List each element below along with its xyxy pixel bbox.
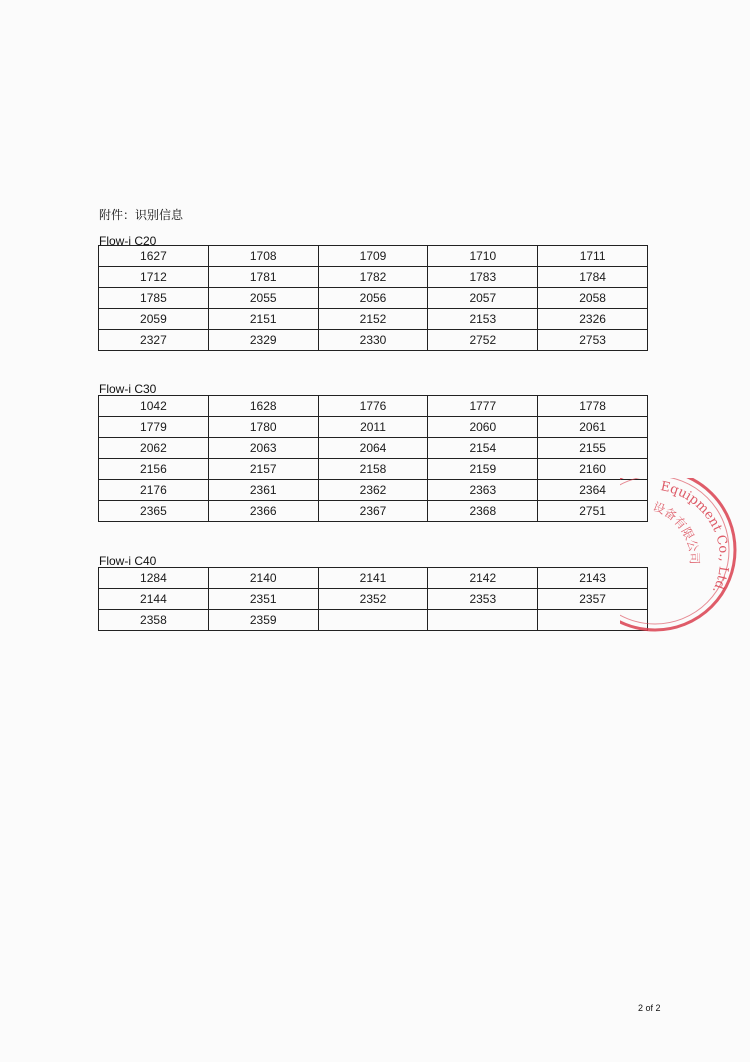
table-row [99, 246, 648, 267]
table-row [99, 438, 648, 459]
table-cell: 1627 [99, 246, 209, 267]
table-cell: 2011 [318, 417, 428, 438]
table-cell: 1785 [99, 288, 209, 309]
table-cell: 1780 [208, 417, 318, 438]
table-cell: 2063 [208, 438, 318, 459]
table-row [99, 417, 648, 438]
section-label-c40: Flow-i C40 [99, 554, 157, 568]
table-row [99, 501, 648, 522]
table-cell: 2151 [208, 309, 318, 330]
table-cell: 1709 [318, 246, 428, 267]
table-cell: 2752 [428, 330, 538, 351]
table-cell: 2352 [318, 589, 428, 610]
table-cell: 2140 [208, 568, 318, 589]
table-cell: 1783 [428, 267, 538, 288]
table-cell: 1782 [318, 267, 428, 288]
table-cell: 2056 [318, 288, 428, 309]
table-row [99, 309, 648, 330]
table-cell: 2353 [428, 589, 538, 610]
table-cell: 2058 [538, 288, 648, 309]
table-cell: 2358 [99, 610, 209, 631]
table-cell: 2330 [318, 330, 428, 351]
table-row [99, 396, 648, 417]
table-cell: 2751 [538, 501, 648, 522]
table-cell: 1628 [208, 396, 318, 417]
table-cell: 2357 [538, 589, 648, 610]
page-number: 2 of 2 [638, 1003, 661, 1013]
company-seal-stamp [620, 478, 750, 638]
table-cell: 2153 [428, 309, 538, 330]
table-cell: 2367 [318, 501, 428, 522]
table-cell: 2362 [318, 480, 428, 501]
table-row [99, 330, 648, 351]
table-cell: 2361 [208, 480, 318, 501]
section-label-c30: Flow-i C30 [99, 382, 157, 396]
table-cell: 1711 [538, 246, 648, 267]
table-cell: 2365 [99, 501, 209, 522]
table-cell [428, 610, 538, 631]
table-cell: 2144 [99, 589, 209, 610]
table-cell: 2059 [99, 309, 209, 330]
table-cell: 2359 [208, 610, 318, 631]
table-cell: 1712 [99, 267, 209, 288]
table-cell: 2057 [428, 288, 538, 309]
table-cell: 2060 [428, 417, 538, 438]
table-cell: 1777 [428, 396, 538, 417]
table-cell: 2351 [208, 589, 318, 610]
table-cell: 1781 [208, 267, 318, 288]
table-cell: 2143 [538, 568, 648, 589]
attachment-heading: 附件：识别信息 [99, 208, 184, 222]
svg-text:Equipment Co., Ltd.: Equipment Co., Ltd. [659, 479, 732, 596]
table-cell: 2159 [428, 459, 538, 480]
table-row [99, 480, 648, 501]
id-table-c30 [98, 395, 648, 522]
table-row [99, 568, 648, 589]
table-cell: 2156 [99, 459, 209, 480]
table-cell: 1708 [208, 246, 318, 267]
table-cell: 1776 [318, 396, 428, 417]
table-cell: 2152 [318, 309, 428, 330]
table-cell: 2160 [538, 459, 648, 480]
svg-text:设备有限公司: 设备有限公司 [650, 499, 702, 565]
table-row [99, 288, 648, 309]
table-cell: 2329 [208, 330, 318, 351]
id-table-c20 [98, 245, 648, 351]
table-cell: 2368 [428, 501, 538, 522]
table-cell: 2158 [318, 459, 428, 480]
id-table-c40 [98, 567, 648, 631]
table-cell [318, 610, 428, 631]
table-cell: 1284 [99, 568, 209, 589]
table-cell: 2055 [208, 288, 318, 309]
seal-icon [620, 478, 750, 638]
table-cell: 2753 [538, 330, 648, 351]
table-cell: 2064 [318, 438, 428, 459]
table-cell: 2176 [99, 480, 209, 501]
table-cell: 2154 [428, 438, 538, 459]
table-row [99, 267, 648, 288]
table-cell: 1784 [538, 267, 648, 288]
table-cell: 2157 [208, 459, 318, 480]
table-cell: 2326 [538, 309, 648, 330]
table-cell: 2142 [428, 568, 538, 589]
table-cell: 2062 [99, 438, 209, 459]
table-cell: 2155 [538, 438, 648, 459]
table-cell: 2141 [318, 568, 428, 589]
table-row [99, 589, 648, 610]
table-cell: 2364 [538, 480, 648, 501]
table-cell: 2327 [99, 330, 209, 351]
table-cell: 1710 [428, 246, 538, 267]
table-cell: 1779 [99, 417, 209, 438]
table-row [99, 459, 648, 480]
table-cell: 1778 [538, 396, 648, 417]
table-cell: 1042 [99, 396, 209, 417]
table-cell: 2366 [208, 501, 318, 522]
table-cell: 2363 [428, 480, 538, 501]
table-cell: 2061 [538, 417, 648, 438]
section-label-c20: Flow-i C20 [99, 234, 157, 248]
table-row [99, 610, 648, 631]
